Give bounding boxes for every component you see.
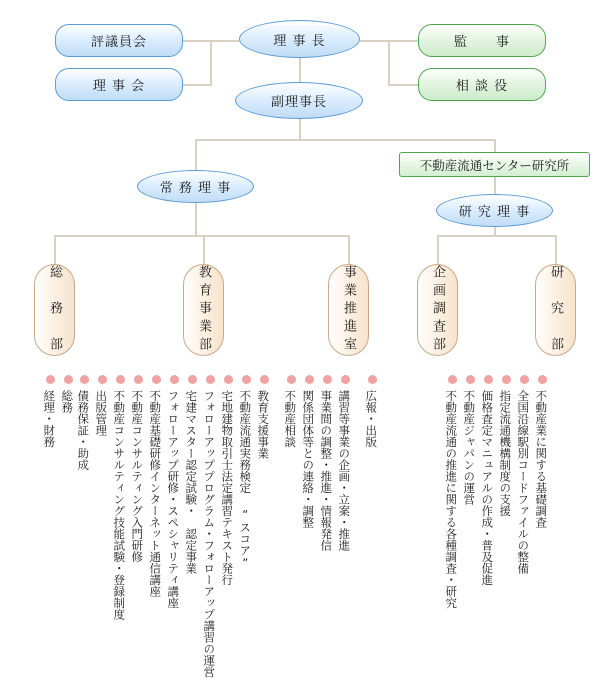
bullet-label: 不動産流通の推進に関する各種調査・研究	[444, 390, 459, 609]
node-hyogiinkai	[55, 24, 183, 57]
bullet-dot	[287, 375, 296, 384]
bullet-kyoiku-4	[184, 375, 200, 574]
dept-jigyosuishinshitsu	[328, 264, 369, 356]
node-center-kenkyusho-label: 不動産流通センター研究所	[419, 157, 570, 173]
bullet-soumubu-1	[42, 375, 58, 448]
node-fukurijicho-label: 副理事長	[270, 95, 327, 110]
bullet-kikaku-3	[480, 375, 496, 586]
node-rijicho	[239, 20, 360, 58]
line-right-vertical	[388, 40, 390, 86]
bullet-dot	[305, 375, 314, 384]
bullet-kyoiku-3	[166, 375, 182, 609]
bullet-kikaku-2	[498, 375, 514, 517]
bullet-label: 不動産コンサルティング技能試験・登録制度	[112, 390, 127, 620]
bullet-dot	[116, 375, 125, 384]
bullet-label: 総務	[60, 390, 75, 413]
node-rijikai-label: 理 事 会	[92, 79, 146, 94]
bullet-dot	[260, 375, 269, 384]
dept-kyoikujigyobu-label: 教育事業部	[196, 265, 211, 355]
bullet-kyoiku-5	[202, 375, 218, 678]
bullet-kikaku-0	[534, 375, 550, 528]
node-rijikai	[55, 68, 183, 101]
node-kenkyuriji-label: 研 究 理 事	[458, 205, 531, 220]
dept-soumubu	[34, 264, 75, 356]
line-dept-kenkyu	[555, 235, 557, 265]
bullet-kikaku-1	[516, 375, 532, 574]
bullet-kyoiku-6	[220, 375, 236, 586]
bullet-kyoiku-1	[130, 375, 146, 563]
line-right-dept-spine	[437, 235, 556, 237]
bullet-dot	[46, 375, 55, 384]
bullet-soumubu-0	[60, 375, 76, 413]
bullet-dot	[206, 375, 215, 384]
dept-jigyosuishinshitsu-label: 事業推進室	[341, 265, 356, 355]
line-left-vertical	[210, 40, 212, 86]
bullet-dot	[242, 375, 251, 384]
bullet-label: 不動産基礎研修インターネット通信講座	[148, 390, 163, 597]
bullet-dot	[520, 375, 529, 384]
bullet-dot	[502, 375, 511, 384]
bullet-kyoiku-8	[256, 375, 272, 459]
bullet-label: 講習等事業の企画・立案・推進	[337, 390, 352, 551]
line-rijikai-left	[183, 84, 211, 86]
dept-kikakuchosabu	[417, 264, 458, 356]
line-left-dept-spine	[54, 235, 349, 237]
bullet-dot	[188, 375, 197, 384]
bullet-jigyo-2	[319, 375, 335, 551]
bullet-dot	[224, 375, 233, 384]
bullet-dot	[134, 375, 143, 384]
bullet-dot	[170, 375, 179, 384]
bullet-dot	[466, 375, 475, 384]
bullet-label: 不動産業に関する基礎調査	[534, 390, 549, 528]
bullet-label: 不動産ジャパンの運営	[462, 390, 477, 505]
bullet-label: 経理・財務	[42, 390, 57, 448]
dept-kenkyubu-label: 研 究 部	[548, 265, 563, 355]
bullet-jigyo-3	[337, 375, 353, 551]
bullet-kikaku-4	[462, 375, 478, 505]
bullet-dot	[80, 375, 89, 384]
bullet-jigyo-1	[301, 375, 317, 528]
node-jomuriji-label: 常 務 理 事	[159, 181, 232, 196]
line-fukurijicho-down	[299, 118, 301, 140]
bullet-label: フォローアッププログラム・フォローアップ講習の運営	[202, 390, 217, 678]
bullet-jigyo-4	[364, 375, 380, 448]
bullet-label: 事業間の調整・推進・情報発信	[319, 390, 334, 551]
bullet-label: 不動産流通実務検定 “スコア”	[238, 390, 253, 570]
node-kanji-label: 監 事	[453, 35, 510, 50]
bullet-label: 宅地建物取引士法定講習テキスト発行	[220, 390, 235, 586]
bullet-label: 不動産相談	[283, 390, 298, 448]
bullet-kyoiku-7	[238, 375, 254, 570]
bullet-dot	[341, 375, 350, 384]
node-rijicho-label: 理 事 長	[273, 33, 326, 49]
line-dept-soumu	[54, 235, 56, 265]
line-dept-jigyo	[348, 235, 350, 265]
line-main-spine	[195, 139, 495, 141]
bullet-label: 広報・出版	[364, 390, 379, 448]
node-center-kenkyusho	[399, 152, 590, 177]
dept-kyoikujigyobu	[183, 264, 224, 356]
bullet-dot	[448, 375, 457, 384]
bullet-kyoiku-0	[112, 375, 128, 620]
bullet-dot	[368, 375, 377, 384]
line-spine-to-center	[494, 139, 496, 153]
line-dept-kyoiku	[203, 235, 205, 265]
bullet-label: 出版管理	[94, 390, 109, 436]
bullet-label: 宅建マスター認定試験・ 認定事業	[184, 390, 199, 574]
dept-kikakuchosabu-label: 企画調査部	[430, 265, 445, 355]
bullet-kikaku-5	[444, 375, 460, 609]
bullet-label: 全国沿線駅別コードファイルの整備	[516, 390, 531, 574]
bullet-kyoiku-2	[148, 375, 164, 597]
node-jomuriji	[137, 170, 254, 203]
node-kenkyuriji	[436, 194, 553, 227]
node-sodanyaku	[418, 68, 546, 101]
dept-kenkyubu	[535, 264, 576, 356]
bullet-dot	[323, 375, 332, 384]
bullet-label: 関係団体等との連絡・調整	[301, 390, 316, 528]
bullet-label: 指定流通機構制度の支援	[498, 390, 513, 517]
bullet-soumubu-3	[94, 375, 110, 436]
node-fukurijicho	[235, 82, 363, 119]
line-sodanyaku-right	[389, 84, 418, 86]
bullet-label: 価格査定マニュアルの作成・普及促進	[480, 390, 495, 586]
node-sodanyaku-label: 相 談 役	[455, 79, 509, 94]
bullet-dot	[152, 375, 161, 384]
bullet-jigyo-0	[283, 375, 299, 448]
node-kanji	[418, 24, 546, 57]
dept-soumubu-label: 総 務 部	[47, 265, 62, 355]
bullet-label: 教育支援事業	[256, 390, 271, 459]
bullet-label: フォローアップ研修・スペシャリティ講座	[166, 390, 181, 609]
bullet-dot	[98, 375, 107, 384]
bullet-label: 不動産コンサルティング入門研修	[130, 390, 145, 563]
bullet-dot	[64, 375, 73, 384]
bullet-dot	[484, 375, 493, 384]
bullet-label: 債務保証・助成	[76, 390, 91, 471]
line-spine-to-jomuriji	[195, 139, 197, 172]
bullet-soumubu-2	[76, 375, 92, 471]
line-dept-kikaku	[437, 235, 439, 265]
node-hyogiinkai-label: 評議員会	[90, 35, 147, 50]
bullet-dot	[538, 375, 547, 384]
